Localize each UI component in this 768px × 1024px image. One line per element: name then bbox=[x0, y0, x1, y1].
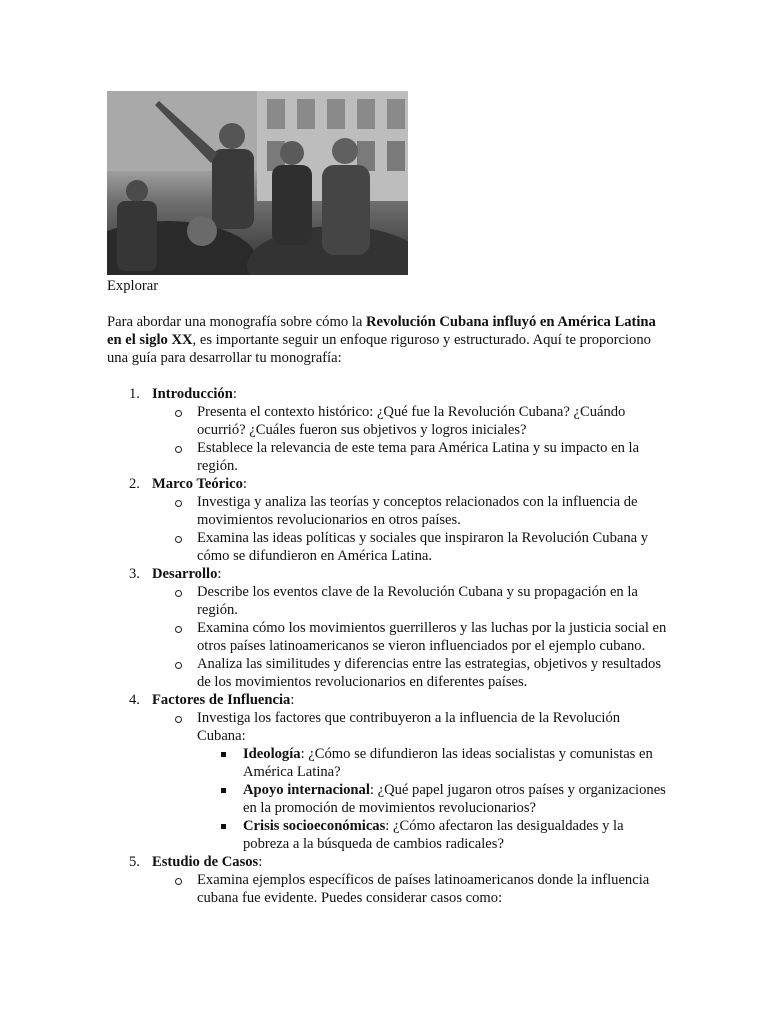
list-item bbox=[152, 709, 667, 853]
circle-bullet-icon bbox=[175, 536, 182, 543]
square-bullet-icon bbox=[221, 752, 226, 757]
term-text: : ¿Qué papel jugaron otros países y organizaciones en la promoción de movimientos revolucionarios? bbox=[243, 782, 666, 816]
circle-bullet-icon bbox=[175, 626, 182, 633]
section-number: 5. bbox=[129, 854, 140, 870]
section-number: 1. bbox=[129, 386, 140, 402]
list-item-text: Examina ejemplos específicos de países latinoamericanos donde la influencia cubana fue evidente. Puedes considerar casos como: bbox=[197, 872, 650, 906]
list-item bbox=[152, 403, 667, 439]
circle-bullet-icon bbox=[175, 590, 182, 597]
circle-bullet-icon bbox=[175, 716, 182, 723]
section-factores-de-influencia: 4. Factores de Influencia: Investiga los factores que contribuyeron a la influencia de la Revolución Cubana: Ideología: ¿Cómo se difundieron las ideas socialistas y comunistas en América Latina? Apoyo internacional: ¿Qué papel jugaron otros países y organizaciones en la promoción de movimientos revolucionarios? Crisis socioeconómicas: ¿Cómo afectaron las desigualdades y la pobreza a la búsqueda de cambios radicales? bbox=[129, 692, 666, 852]
section-title: Introducción bbox=[152, 386, 233, 402]
section-marco-teorico: 2. Marco Teórico: Investiga y analiza las teorías y conceptos relacionados con la influencia de movimientos revolucionarios en otros países. Examina las ideas políticas y sociales que inspiraron la Revolución Cubana y cómo se difundieron en América Latina. bbox=[107, 475, 667, 565]
term-text: : ¿Cómo se difundieron las ideas socialistas y comunistas en América Latina? bbox=[243, 746, 653, 780]
list-item bbox=[152, 493, 667, 529]
list-item bbox=[152, 529, 667, 565]
circle-bullet-icon bbox=[175, 446, 182, 453]
section-title: Estudio de Casos bbox=[152, 854, 259, 870]
intro-bold-topic: Revolución Cubana influyó en América Latina en el siglo XX bbox=[107, 314, 656, 348]
list-item bbox=[152, 655, 667, 691]
list-item bbox=[152, 871, 667, 907]
guide-list bbox=[107, 385, 667, 907]
list-item-text: Establece la relevancia de este tema para América Latina y su impacto en la región. bbox=[197, 440, 640, 474]
circle-bullet-icon bbox=[175, 662, 182, 669]
list-item-text: Examina las ideas políticas y sociales que inspiraron la Revolución Cubana y cómo se difundieron en América Latina. bbox=[197, 530, 649, 564]
section-number: 4. bbox=[129, 692, 140, 708]
list-item-text: Analiza las similitudes y diferencias entre las estrategias, objetivos y resultados de los movimientos revolucionarios en diferentes países. bbox=[197, 656, 662, 690]
nested-list-item bbox=[197, 745, 667, 781]
square-bullet-icon bbox=[221, 788, 226, 793]
square-bullet-icon bbox=[221, 824, 226, 829]
circle-bullet-icon bbox=[175, 410, 182, 417]
term-text: : ¿Cómo afectaron las desigualdades y la pobreza a la búsqueda de cambios radicales? bbox=[243, 818, 624, 852]
intro-text-end: , es importante seguir un enfoque riguroso y estructurado. Aquí te proporciono una guía para desarrollar tu monografía: bbox=[107, 332, 651, 366]
section-estudio-de-casos: 5. Estudio de Casos: Examina ejemplos específicos de países latinoamericanos donde la influencia cubana fue evidente. Puedes considerar casos como: bbox=[107, 853, 667, 907]
section-items bbox=[152, 583, 667, 691]
list-item bbox=[152, 583, 667, 619]
section-title: Marco Teórico bbox=[152, 476, 243, 492]
section-items bbox=[152, 871, 667, 907]
list-item-text: Presenta el contexto histórico: ¿Qué fue la Revolución Cubana? ¿Cuándo ocurrió? ¿Cuáles fueron sus objetivos y logros iniciales? bbox=[197, 404, 626, 438]
list-item-text: Investiga los factores que contribuyeron a la influencia de la Revolución Cubana: bbox=[197, 710, 621, 744]
section-title: Desarrollo bbox=[152, 566, 218, 582]
circle-bullet-icon bbox=[175, 878, 182, 885]
list-item-text: Examina cómo los movimientos guerrilleros y las luchas por la justicia social en otros países latinoamericanos se vieron influenciados por el ejemplo cubano. bbox=[197, 620, 667, 654]
list-item bbox=[152, 619, 667, 655]
term-label: Crisis socioeconómicas bbox=[243, 818, 386, 834]
section-number: 2. bbox=[129, 476, 140, 492]
nested-list-item bbox=[197, 781, 667, 817]
circle-bullet-icon bbox=[175, 500, 182, 507]
section-desarrollo: 3. Desarrollo: Describe los eventos clave de la Revolución Cubana y su propagación en la región. Examina cómo los movimientos guerrilleros y las luchas por la justicia social en otros países latinoamericanos se vieron influenciados por el ejemplo cubano. Analiza las similitudes y diferencias entre las estrategias, objetivos y resultados de los movimientos revolucionarios en diferentes países. bbox=[129, 566, 667, 690]
section-items bbox=[152, 709, 667, 853]
photo-caption: Explorar bbox=[107, 278, 159, 294]
term-label: Apoyo internacional bbox=[243, 782, 370, 798]
nested-items bbox=[197, 745, 667, 853]
section-title: Factores de Influencia bbox=[152, 692, 291, 708]
section-number: 3. bbox=[129, 566, 140, 582]
intro-paragraph bbox=[107, 313, 667, 367]
document-page bbox=[107, 91, 667, 907]
list-item bbox=[152, 439, 667, 475]
section-introduccion: 1. Introducción: Presenta el contexto histórico: ¿Qué fue la Revolución Cubana? ¿Cuándo ocurrió? ¿Cuáles fueron sus objetivos y logros iniciales? Establece la relevancia de este tema para América Latina y su impacto en la región. bbox=[107, 385, 667, 475]
list-item-text: Investiga y analiza las teorías y conceptos relacionados con la influencia de movimientos revolucionarios en otros países. bbox=[197, 494, 638, 528]
section-items bbox=[152, 403, 667, 475]
term-label: Ideología bbox=[243, 746, 301, 762]
intro-text-start: Para abordar una monografía sobre cómo la bbox=[107, 314, 366, 330]
revolution-photo bbox=[107, 91, 408, 275]
list-item-text: Describe los eventos clave de la Revolución Cubana y su propagación en la región. bbox=[197, 584, 638, 618]
nested-list-item bbox=[197, 817, 667, 853]
photo-illustration bbox=[107, 91, 408, 275]
section-items bbox=[152, 493, 667, 565]
